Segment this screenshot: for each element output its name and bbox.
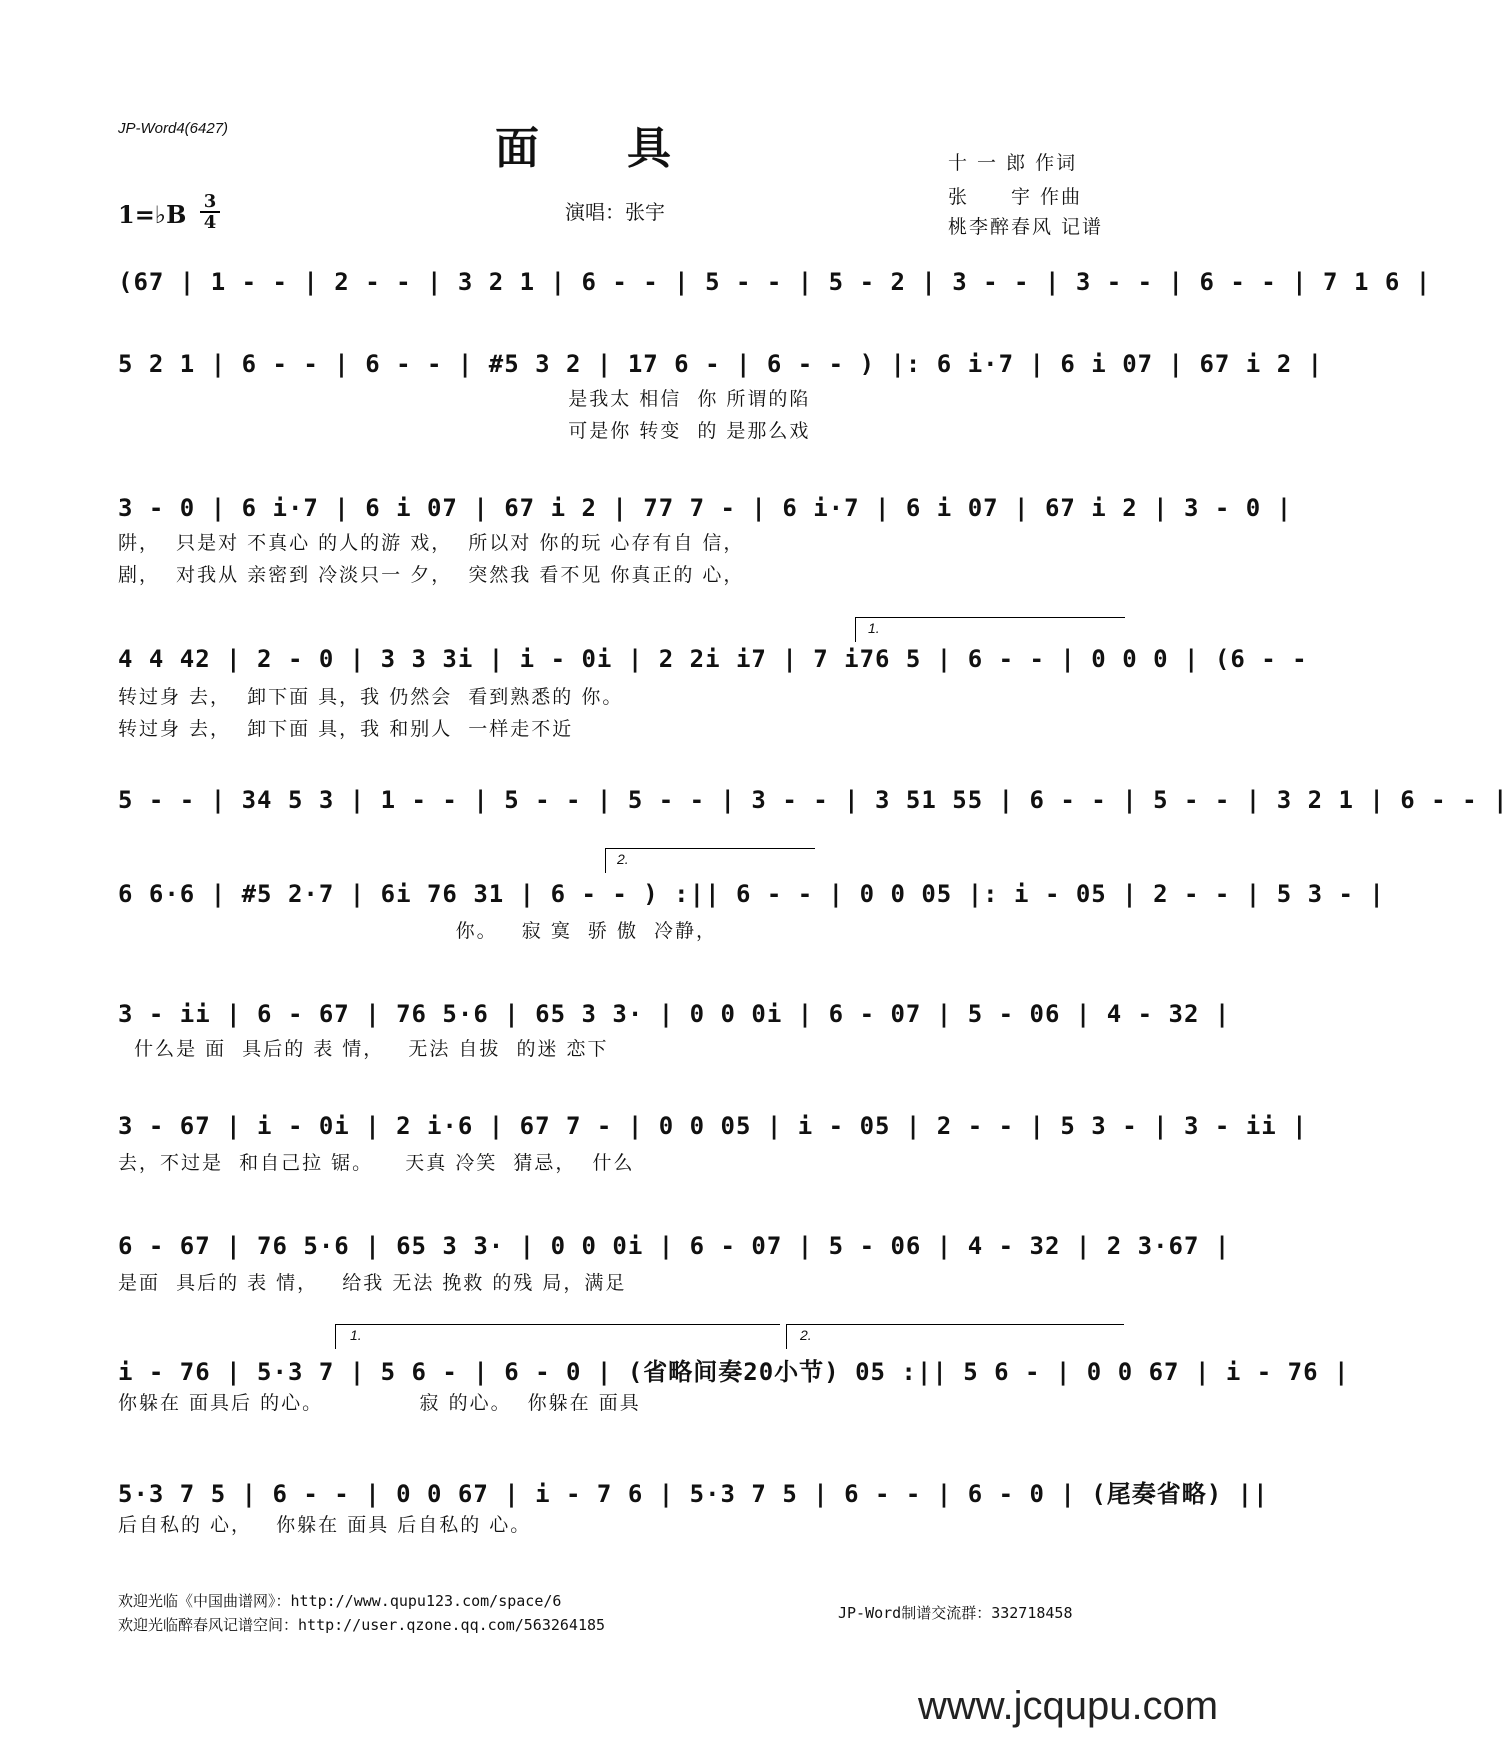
composer-credit: 张 宇 作曲 — [948, 186, 1083, 208]
lyric-line-9a: 是面 具后的 表 情， 给我 无法 挽救 的残 局，满足 — [118, 1272, 627, 1294]
footer-group: JP-Word制谱交流群：332718458 — [838, 1604, 1073, 1622]
score-line-3: 3 - 0 | 6 i·7 | 6 i 07 | 67 i 2 | 77 7 - | 6 i·7 | 6 i 07 | 67 i 2 | 3 - 0 | — [118, 494, 1293, 522]
volta-label-1: 1. — [868, 620, 880, 636]
time-signature — [200, 192, 220, 232]
transcriber-credit: 桃李醉春风 记谱 — [948, 216, 1104, 238]
lyric-line-6a: 你。 寂 寞 骄 傲 冷静， — [118, 920, 718, 942]
lyric-line-7a: 什么是 面 具后的 表 情， 无法 自拔 的迷 恋下 — [118, 1038, 609, 1060]
score-line-10: i - 76 | 5·3 7 | 5 6 - | 6 - 0 | (省略间奏20小节) 05 :|| 5 6 - | 0 0 67 | i - 76 | — [118, 1358, 1350, 1386]
lyric-line-8a: 去，不过是 和自己拉 锯。 天真 冷笑 猜忌， 什么 — [118, 1152, 635, 1174]
score-line-1: (67 | 1 - - | 2 - - | 3 2 1 | 6 - - | 5 - - | 5 - 2 | 3 - - | 3 - - | 6 - - | 7 1 6 | — [118, 268, 1432, 296]
lyric-line-3a: 阱， 只是对 不真心 的人的游 戏， 所以对 你的玩 心存有自 信， — [118, 532, 745, 554]
key-signature: 1=♭B — [118, 200, 187, 229]
software-label: JP-Word4(6427) — [118, 120, 229, 137]
time-signature-top: 3 — [203, 191, 217, 212]
score-line-7: 3 - ii | 6 - 67 | 76 5·6 | 65 3 3· | 0 0 0i | 6 - 07 | 5 - 06 | 4 - 32 | — [118, 1000, 1231, 1028]
score-line-8: 3 - 67 | i - 0i | 2 i·6 | 67 7 - | 0 0 05 | i - 05 | 2 - - | 5 3 - | 3 - ii | — [118, 1112, 1308, 1140]
volta-label-2: 2. — [617, 851, 629, 867]
time-signature-bottom: 4 — [200, 211, 220, 232]
lyric-line-3b: 剧， 对我从 亲密到 冷淡只一 夕， 突然我 看不见 你真正的 心， — [118, 564, 745, 586]
page-title: 面 具 — [495, 123, 671, 174]
lyric-line-11a: 后自私的 心， 你躲在 面具 后自私的 心。 — [118, 1514, 532, 1536]
lyricist-credit: 十 一 郎 作词 — [948, 152, 1078, 174]
lyric-line-4a: 转过身 去， 卸下面 具，我 仍然会 看到熟悉的 你。 — [118, 686, 624, 708]
score-line-11: 5·3 7 5 | 6 - - | 0 0 67 | i - 7 6 | 5·3 7 5 | 6 - - | 6 - 0 | (尾奏省略) || — [118, 1480, 1269, 1508]
footer-link-1: 欢迎光临《中国曲谱网》：http://www.qupu123.com/space/6 — [118, 1592, 562, 1610]
volta-label-3: 1. — [350, 1327, 362, 1343]
score-line-2: 5 2 1 | 6 - - | 6 - - | #5 3 2 | 17 6 - | 6 - - ) |: 6 i·7 | 6 i 07 | 67 i 2 | — [118, 350, 1324, 378]
site-watermark: www.jcqupu.com — [918, 1684, 1219, 1728]
lyric-line-10a: 你躲在 面具后 的心。 寂 的心。 你躲在 面具 — [118, 1392, 641, 1414]
footer-link-2: 欢迎光临醉春风记谱空间：http://user.qzone.qq.com/563264185 — [118, 1616, 606, 1634]
score-line-9: 6 - 67 | 76 5·6 | 65 3 3· | 0 0 0i | 6 - 07 | 5 - 06 | 4 - 32 | 2 3·67 | — [118, 1232, 1231, 1260]
lyric-line-2a: 是我太 相信 你 所谓的陷 — [118, 388, 811, 410]
lyric-line-2b: 可是你 转变 的 是那么戏 — [118, 420, 811, 442]
score-line-6: 6 6·6 | #5 2·7 | 6i 76 31 | 6 - - ) :|| 6 - - | 0 0 05 |: i - 05 | 2 - - | 5 3 - | — [118, 880, 1385, 908]
lyric-line-4b: 转过身 去， 卸下面 具，我 和别人 一样走不近 — [118, 718, 574, 740]
volta-label-4: 2. — [800, 1327, 812, 1343]
score-line-4: 4 4 42 | 2 - 0 | 3 3 3i | i - 0i | 2 2i i7 | 7 i76 5 | 6 - - | 0 0 0 | (6 - - — [118, 645, 1308, 673]
score-line-5: 5 - - | 34 5 3 | 1 - - | 5 - - | 5 - - | 3 - - | 3 51 55 | 6 - - | 5 - - | 3 2 1 | 6 - - | — [118, 786, 1508, 814]
singer-credit: 演唱：张宇 — [565, 200, 665, 224]
